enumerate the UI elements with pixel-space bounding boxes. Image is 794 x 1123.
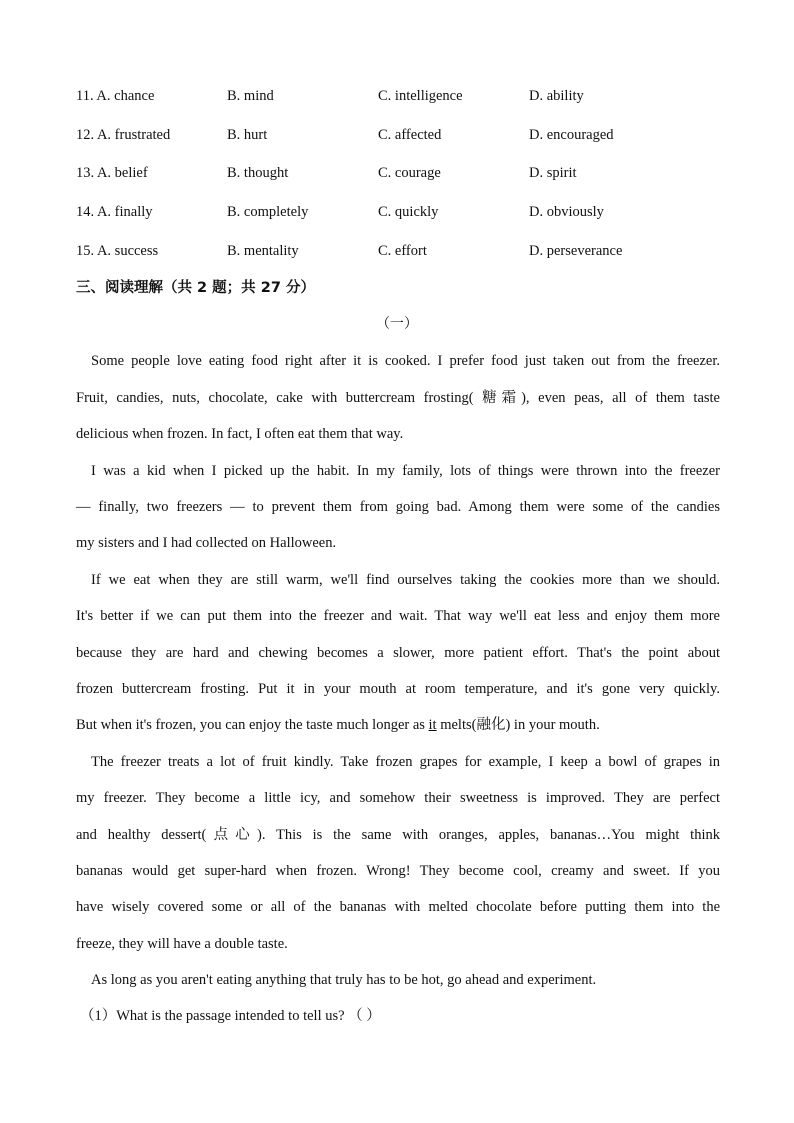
passage-line: have wisely covered some or all of the bananas with melted chocolate before putting them into the [76,899,720,915]
option-12-a: 12. A. frustrated [76,127,171,143]
passage-line: bananas would get super-hard when frozen. Wrong! They become cool, creamy and sweet. If you [76,863,720,879]
option-11-a: 11. A. chance [76,88,155,104]
section-heading: 三、阅读理解（共 2 题；共 27 分） [76,280,315,296]
option-15-b: B. mentality [227,243,299,259]
option-15-a: 15. A. success [76,243,159,259]
passage-line: — finally, two freezers — to prevent them from going bad. Among them were some of the candies [76,499,720,515]
passage-line: The freezer treats a lot of fruit kindly. Take frozen grapes for example, I keep a bowl of grapes in [91,754,720,770]
option-14-c: C. quickly [378,204,439,220]
passage-line: As long as you aren't eating anything that truly has to be hot, go ahead and experiment. [91,972,597,988]
question-1: （1）What is the passage intended to tell us? （ ） [80,1008,381,1024]
option-row-15 [76,241,756,261]
option-11-d: D. ability [529,88,584,104]
option-14-a: 14. A. finally [76,204,153,220]
option-11-b: B. mind [227,88,274,104]
passage-line: my freezer. They become a little icy, and somehow their sweetness is improved. They are perfect [76,790,720,806]
passage-line: because they are hard and chewing becomes a slower, more patient effort. That's the point about [76,645,720,661]
option-14-d: D. obviously [529,204,604,220]
option-12-c: C. affected [378,127,442,143]
passage-text: But when it's frozen, you can enjoy the taste much longer as [76,717,429,733]
passage-line: Some people love eating food right after it is cooked. I prefer food just taken out from the freezer. [91,353,720,369]
option-row-12 [76,125,756,145]
option-15-d: D. perseverance [529,243,623,259]
part-label: （一） [376,316,418,332]
option-12-d: D. encouraged [529,127,614,143]
option-12-b: B. hurt [227,127,268,143]
passage-line: and healthy dessert(点心). This is the same with oranges, apples, bananas…You might think [76,827,720,843]
passage-line: freeze, they will have a double taste. [76,936,288,952]
option-13-b: B. thought [227,165,289,181]
passage-line: delicious when frozen. In fact, I often eat them that way. [76,426,404,442]
option-11-c: C. intelligence [378,88,463,104]
option-13-c: C. courage [378,165,441,181]
option-row-13 [76,163,756,183]
passage-line [76,715,720,735]
passage-line: frozen buttercream frosting. Put it in your mouth at room temperature, and it's gone very quickly. [76,681,720,697]
passage-line: It's better if we can put them into the freezer and wait. That way we'll eat less and enjoy them more [76,608,720,624]
passage-line: Fruit, candies, nuts, chocolate, cake with buttercream frosting( 糖霜), even peas, all of them taste [76,390,720,406]
option-13-a: 13. A. belief [76,165,148,181]
underlined-word-it: it [428,717,437,733]
option-13-d: D. spirit [529,165,577,181]
option-row-14 [76,202,756,222]
option-15-c: C. effort [378,243,427,259]
option-14-b: B. completely [227,204,309,220]
option-row-11 [76,86,756,106]
passage-line: I was a kid when I picked up the habit. In my family, lots of things were thrown into the freezer [91,463,720,479]
passage-line: If we eat when they are still warm, we'll find ourselves taking the cookies more than we should. [91,572,720,588]
passage-line: my sisters and I had collected on Halloween. [76,535,337,551]
passage-text: melts(融化) in your mouth. [436,717,600,733]
